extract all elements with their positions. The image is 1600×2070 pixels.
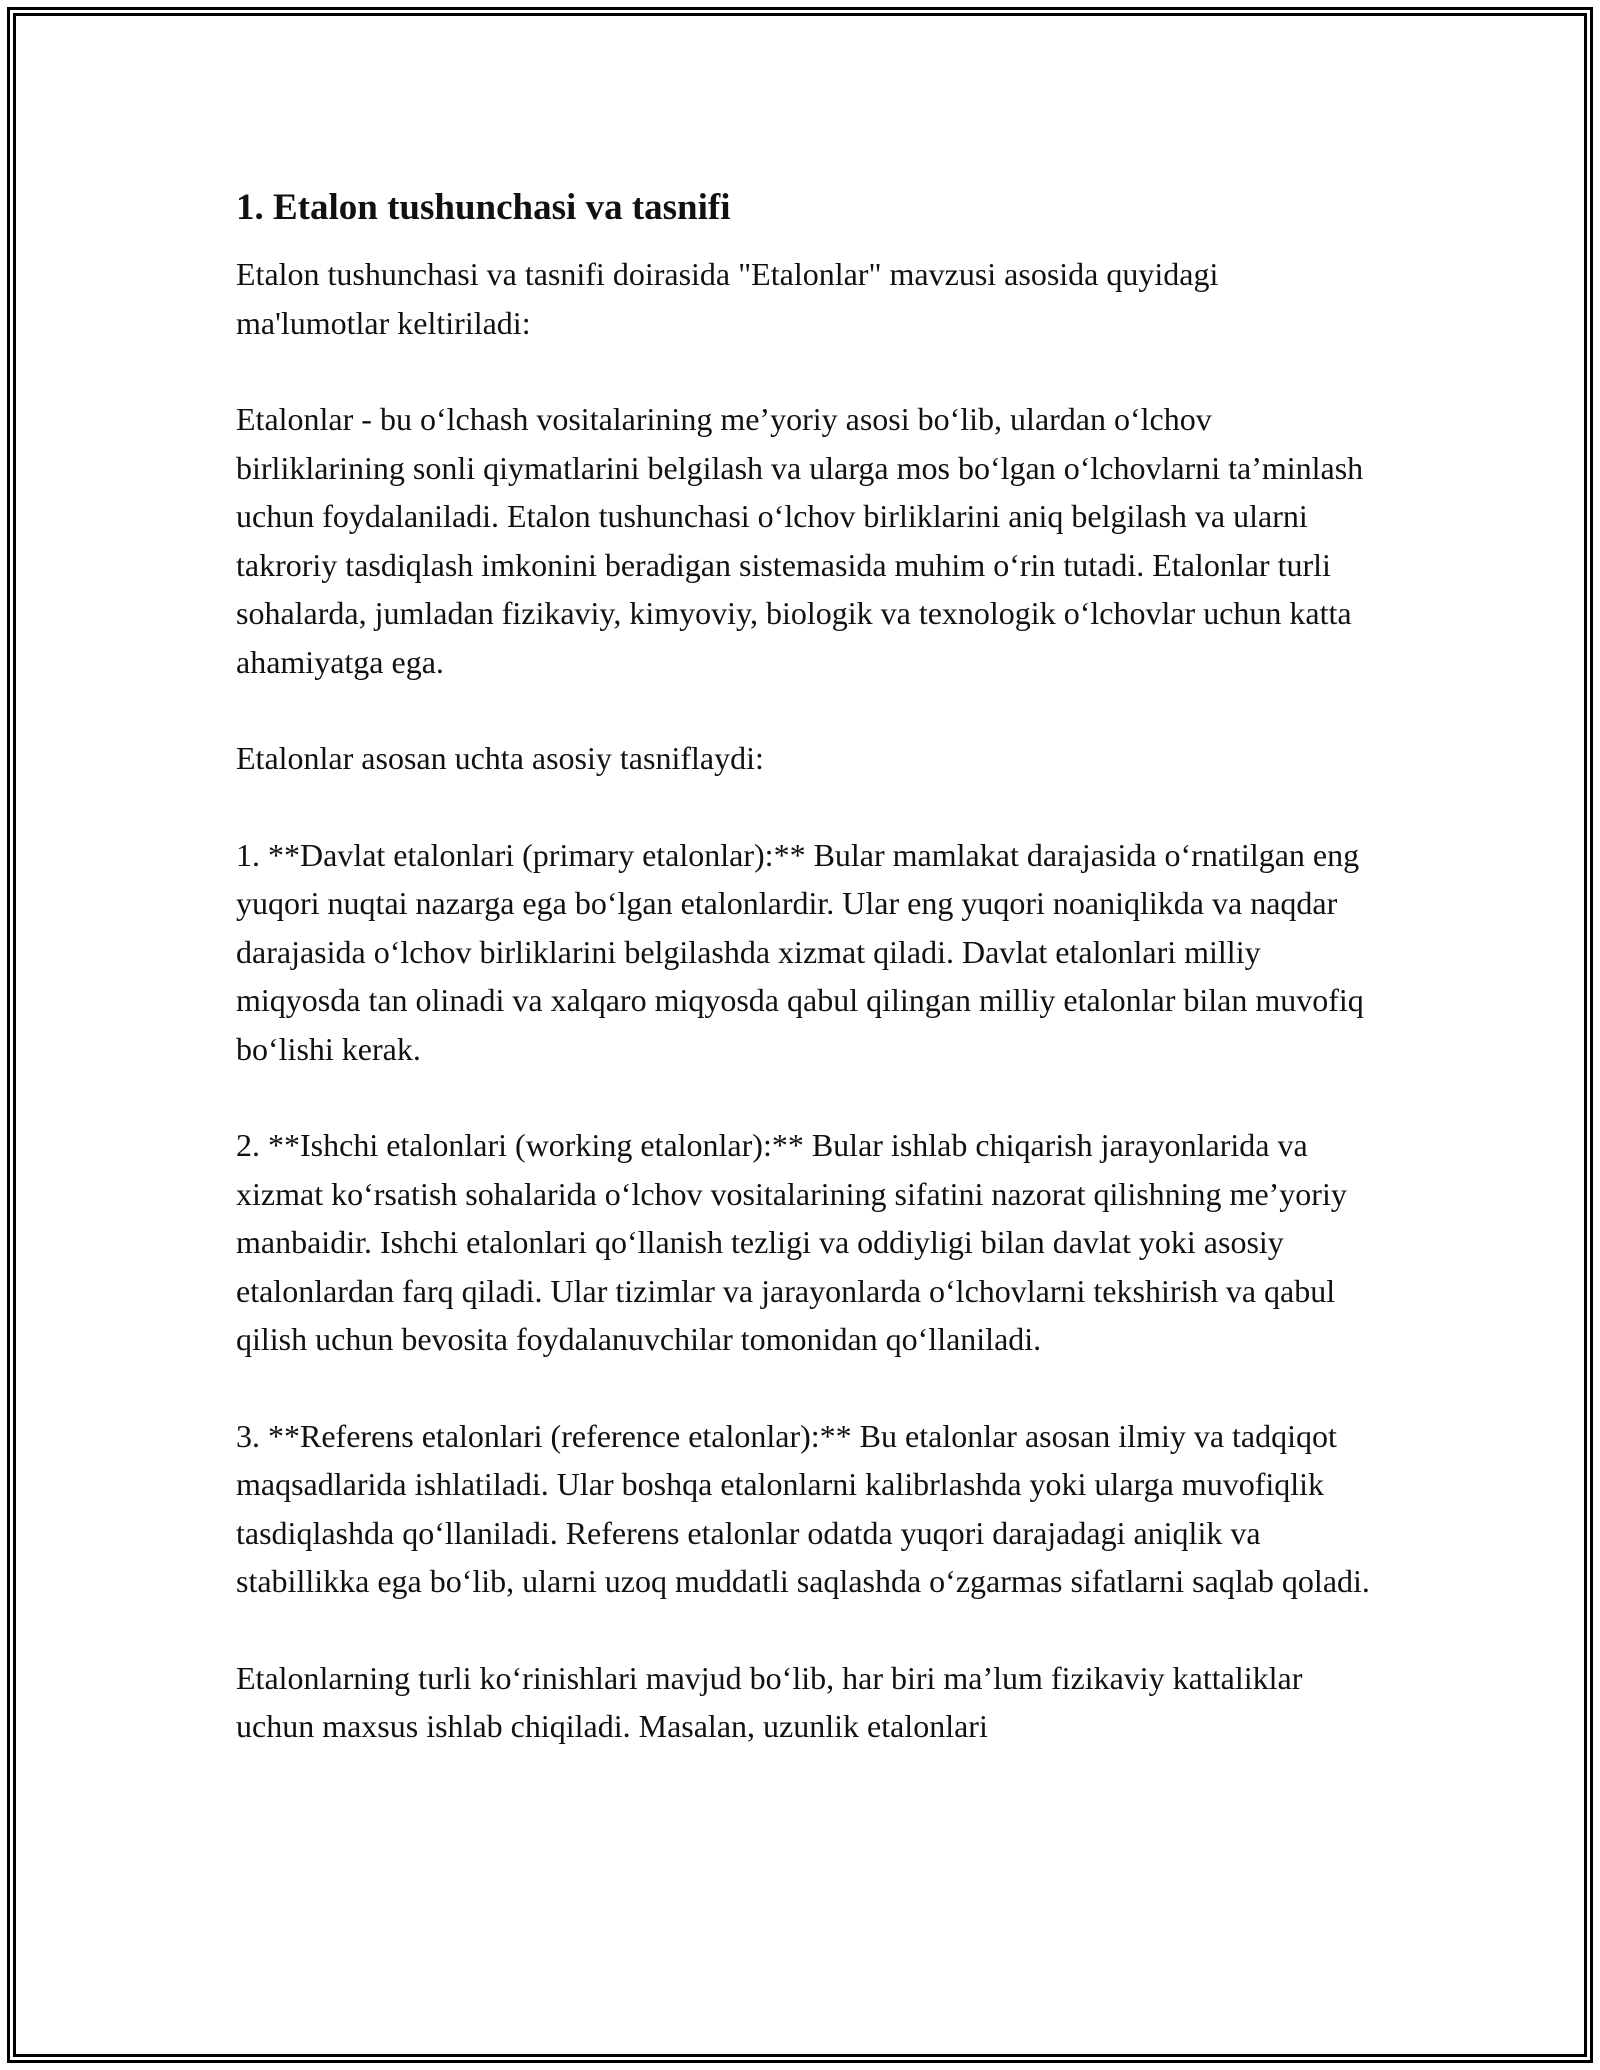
definition-paragraph: Etalonlar - bu o‘lchash vositalarining me’yoriy asosi bo‘lib, ulardan o‘lchov birliklarining sonli qiymatlarini belgilash va ularga mos bo‘lgan o‘lchovlarni ta’minlash uchun foydalaniladi. Etalon tushunchasi o‘lchov birliklarini aniq belgilash va ularni takroriy tasdiqlash imkonini beradigan sistemasida muhim o‘rin tutadi. Etalonlar turli sohalarda, jumladan fizikaviy, kimyoviy, biologik va texnologik o‘lchovlar uchun katta ahamiyatga ega. bbox=[236, 401, 1364, 680]
list-item-reference-etalons: 3. **Referens etalonlari (reference etalonlar):** Bu etalonlar asosan ilmiy va tadqiqot maqsadlarida ishlatiladi. Ular boshqa etalonlarni kalibrlashda yoki ularga muvofiqlik tasdiqlashda qo‘llaniladi. Referens etalonlar odatda yuqori darajadagi aniqlik va stabillikka ega bo‘lib, ularni uzoq muddatli saqlashda o‘zgarmas sifatlarni saqlab qoladi. bbox=[236, 1417, 1370, 1599]
classification-intro-paragraph: Etalonlar asosan uchta asosiy tasniflaydi: bbox=[236, 740, 764, 776]
section-heading: 1. Etalon tushunchasi va tasnifi bbox=[236, 187, 731, 228]
intro-paragraph: Etalon tushunchasi va tasnifi doirasida "Etalonlar" mavzusi asosida quyidagi ma'lumotlar keltiriladi: bbox=[236, 256, 1219, 341]
document-body bbox=[236, 184, 1376, 1799]
list-item-state-etalons: 1. **Davlat etalonlari (primary etalonlar):** Bular mamlakat darajasida o‘rnatilgan eng yuqori nuqtai nazarga ega bo‘lgan etalonlardir. Ular eng yuqori noaniqlikda va naqdar darajasida o‘lchov birliklarini belgilashda xizmat qiladi. Davlat etalonlari milliy miqyosda tan olinadi va xalqaro miqyosda qabul qilingan milliy etalonlar bilan muvofiq bo‘lishi kerak. bbox=[236, 836, 1364, 1067]
list-item-working-etalons: 2. **Ishchi etalonlari (working etalonlar):** Bular ishlab chiqarish jarayonlarida va xizmat ko‘rsatish sohalarida o‘lchov vositalarining sifatini nazorat qilishning me’yoriy manbaidir. Ishchi etalonlari qo‘llanish tezligi va oddiyligi bilan davlat yoki asosiy etalonlardan farq qiladi. Ular tizimlar va jarayonlarda o‘lchovlarni tekshirish va qabul qilish uchun bevosita foydalanuvchilar tomonidan qo‘llaniladi. bbox=[236, 1127, 1347, 1357]
closing-paragraph: Etalonlarning turli ko‘rinishlari mavjud bo‘lib, har biri ma’lum fizikaviy kattaliklar uchun maxsus ishlab chiqiladi. Masalan, uzunlik etalonlari bbox=[236, 1659, 1303, 1744]
